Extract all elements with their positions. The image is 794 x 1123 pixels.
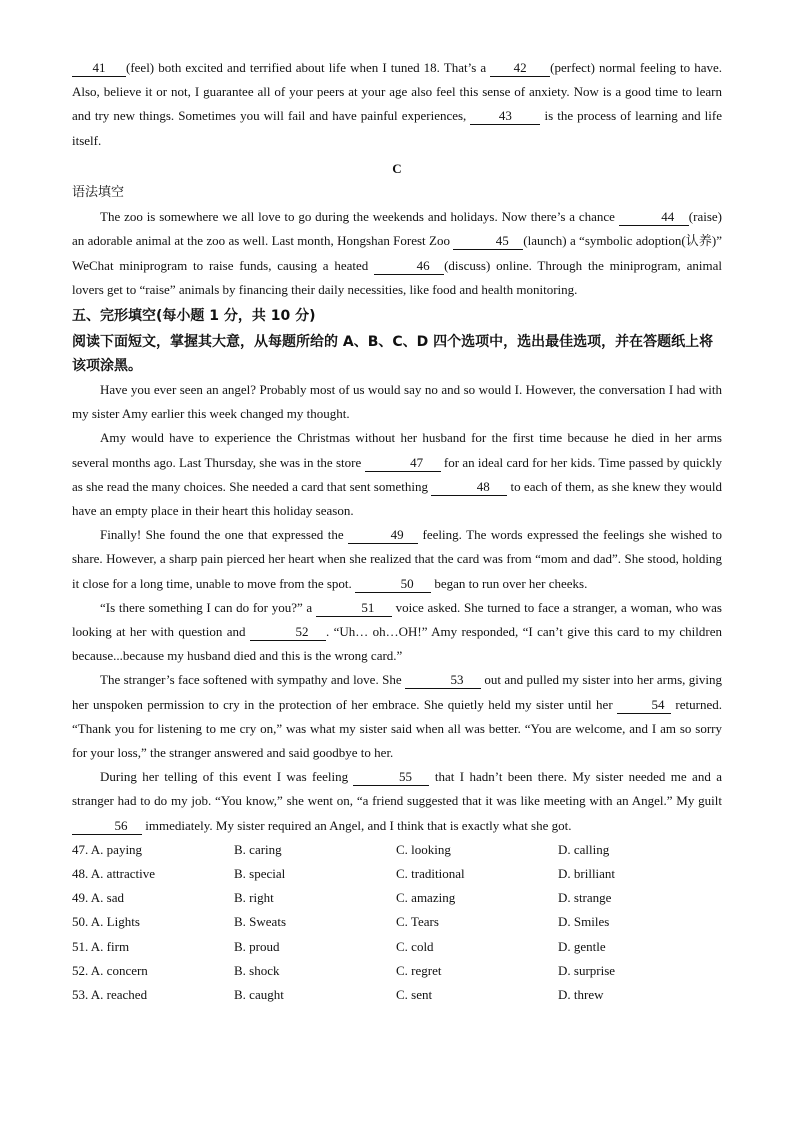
blank-42: 42 [490,60,550,77]
passage-paragraph-3 [72,523,722,596]
paragraph-top [72,56,722,153]
exam-page [72,56,722,1007]
section-5-instruction: 阅读下面短文，掌握其大意，从每题所给的 A、B、C、D 四个选项中，选出最佳选项，并在答题纸上将该项涂黑。 [72,334,714,375]
option-row-47 [72,838,722,862]
option-b: B. Sweats [234,914,286,930]
text: Amy would have to experience the Christmas without her husband for the first time because he died in her arms several months ago. Last Thursday, she was in the store [72,430,722,470]
option-b: B. caught [234,987,284,1003]
option-c: C. Tears [396,914,439,930]
section-letter-c: C [392,160,402,176]
text: (feel) both excited and terrified about life when I tuned 18. That’s a [126,60,491,75]
text: The stranger’s face softened with sympathy and love. She [100,672,405,688]
option-d: D. brilliant [558,866,616,882]
text: feeling. The words expressed the feelings she wished to share. However, a sharp pain pierced her heart when she realized that the card was from “mom and dad”. She stood, holding it close for a long time, unable to move from the spot. [72,527,723,591]
blank-48: 48 [431,479,507,496]
blank-41: 41 [72,60,126,77]
blank-56: 56 [72,818,142,835]
section-c-title: 语法填空 [72,185,125,201]
option-a: 48. A. attractive [72,866,156,882]
option-row-50 [72,910,722,934]
option-b: B. right [234,890,274,906]
text: out and pulled my sister into her arms, giving her unspoken permission to cry in the protection of her embrace. She quietly held my sister until her [72,672,723,712]
options-list [72,838,722,1007]
text: began to run over her cheeks. [431,575,588,591]
blank-50: 50 [355,576,431,593]
option-d: D. strange [558,890,612,906]
blank-53: 53 [405,672,481,689]
passage-paragraph-5 [72,668,722,765]
blank-55: 55 [353,769,429,786]
option-a: 52. A. concern [72,962,148,978]
option-b: B. shock [234,962,280,978]
option-row-48 [72,862,722,886]
text: . “Uh… oh…OH!” Amy responded, “I can’t give this card to my children because...because my husband died and this is the wrong card.” [72,624,722,664]
text: returned. “Thank you for listening to me cry on,” was what my sister said when all was better. “You are welcome, and I am so sorry for your loss,” the stranger answered and said goodbye to her. [72,696,722,761]
option-row-53 [72,983,722,1007]
option-row-52 [72,959,722,983]
text: immediately. My sister required an Angel, and I think that is exactly what she got. [142,817,572,833]
option-d: D. threw [558,987,604,1003]
text: that I hadn’t been there. My sister needed me and a stranger had to do my job. “You know,” she went on, “a friend suggested that it was like meeting with an Angel.” My guilt [72,769,722,809]
blank-49: 49 [348,527,418,544]
text: is the process of learning and life itself. [72,108,722,148]
option-a: 47. A. paying [72,841,143,857]
text: for an ideal card for her kids. Time passed by quickly as she read the many choices. She needed a card that sent something [72,454,723,494]
option-b: B. caring [234,841,282,857]
option-c: C. looking [396,841,451,857]
option-b: B. special [234,866,286,882]
passage-paragraph-4 [72,596,722,669]
option-d: D. gentle [558,938,606,954]
blank-46: 46 [374,258,444,275]
option-a: 49. A. sad [72,890,124,906]
text: “Is there something I can do for you?” a [100,599,316,615]
paragraph-grammar [72,205,722,302]
blank-44: 44 [619,209,689,226]
option-a: 50. A. Lights [72,914,140,930]
blank-45: 45 [453,233,523,250]
text: (launch) a “symbolic adoption(认养)” WeChat miniprogram to raise funds, causing a heated [72,233,723,273]
option-row-49 [72,886,722,910]
option-d: D. surprise [558,962,616,978]
option-a: 51. A. firm [72,938,130,954]
option-c: C. amazing [396,890,456,906]
text: to each of them, as she knew they would have an empty place in their heart this holiday season. [72,478,722,519]
text: During her telling of this event I was feeling [100,769,354,785]
option-c: C. cold [396,938,434,954]
section-5-heading: 五、完形填空(每小题 1 分，共 10 分) [72,308,316,325]
text: (perfect) normal feeling to have. Also, believe it or not, I guarantee all of your peers at your age also feel this sense of anxiety. Now is a good time to learn and try new things. Sometimes you will fail and have painful experiences, [72,60,722,124]
option-c: C. sent [396,987,433,1003]
option-c: C. traditional [396,866,465,882]
option-row-51 [72,935,722,959]
option-c: C. regret [396,962,442,978]
option-d: D. Smiles [558,914,610,930]
text: voice asked. She turned to face a stranger, a woman, who was looking at her with question and [72,599,722,640]
blank-47: 47 [365,455,441,472]
text: The zoo is somewhere we all love to go during the weekends and holidays. Now there’s a chance [100,209,619,225]
passage-paragraph-2 [72,426,722,523]
text: (discuss) online. Through the miniprogram, animal lovers get to “raise” animals by financing their daily necessities, like food and health monitoring. [72,257,722,297]
option-a: 53. A. reached [72,987,148,1003]
blank-54: 54 [617,697,671,714]
blank-51: 51 [316,600,392,617]
passage-paragraph-1: Have you ever seen an angel? Probably most of us would say no and so would I. However, the conversation I had with my sister Amy earlier this week changed my thought. [72,382,722,422]
blank-43: 43 [470,108,540,125]
passage-paragraph-6 [72,765,722,838]
text: (raise) an adorable animal at the zoo as well. Last month, Hongshan Forest Zoo [72,209,722,249]
option-b: B. proud [234,938,280,954]
blank-52: 52 [250,624,326,641]
text: Finally! She found the one that expressed the [100,527,349,543]
option-d: D. calling [558,841,610,857]
